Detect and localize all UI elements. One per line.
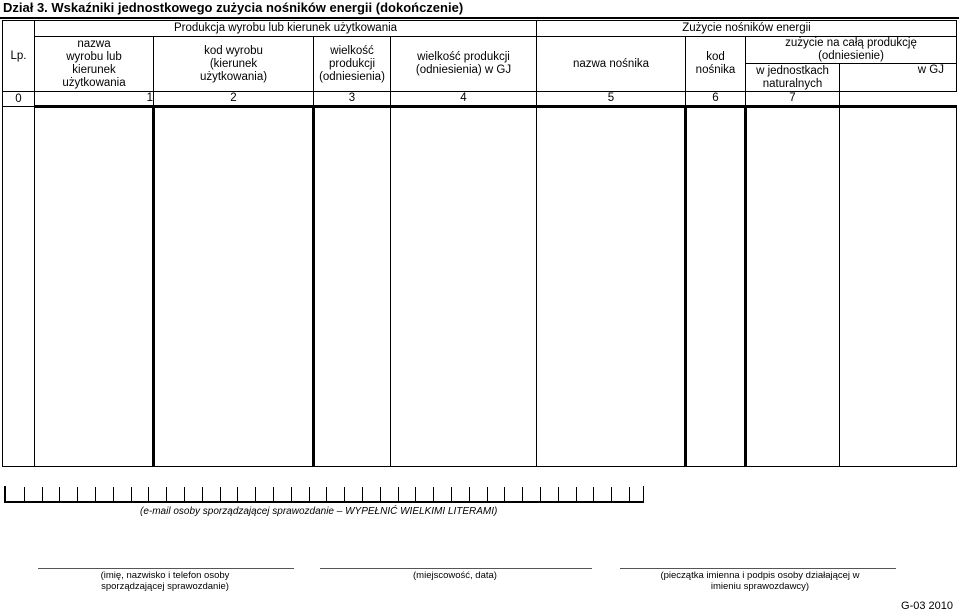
email-char-divider (611, 487, 612, 501)
header-production-size-gj: wielkość produkcji (odniesienia) w GJ (391, 37, 537, 92)
header-product-code: kod wyrobu (kierunek użytkowania) (154, 37, 314, 92)
input-cell-lp[interactable] (3, 107, 35, 467)
column-number: 1 (35, 92, 154, 107)
column-number: 4 (391, 92, 537, 107)
email-char-divider (362, 487, 363, 501)
header-production-size: wielkość produkcji (odniesienia) (314, 37, 391, 92)
header-group-energy: Zużycie nośników energii (537, 21, 957, 37)
input-cell-gj[interactable] (840, 107, 957, 467)
header-carrier-name: nazwa nośnika (537, 37, 686, 92)
column-number: 6 (686, 92, 746, 107)
input-cell-product-name[interactable] (35, 107, 154, 467)
email-char-divider (202, 487, 203, 501)
email-char-divider (166, 487, 167, 501)
email-char-divider (24, 487, 25, 501)
email-char-divider (576, 487, 577, 501)
signature-line-place-date (320, 568, 592, 569)
input-cell-carrier-code[interactable] (686, 107, 746, 467)
column-number: 3 (314, 92, 391, 107)
title-divider (0, 17, 959, 19)
email-char-divider (42, 487, 43, 501)
email-char-divider (451, 487, 452, 501)
email-char-divider (398, 487, 399, 501)
header-total-usage: zużycie na całą produkcję (odniesienie) (746, 37, 957, 64)
email-char-divider (469, 487, 470, 501)
email-char-divider (237, 487, 238, 501)
energy-usage-table (2, 20, 957, 467)
email-char-divider (504, 487, 505, 501)
input-cell-carrier-name[interactable] (537, 107, 686, 467)
email-char-divider (344, 487, 345, 501)
input-cell-production-size[interactable] (314, 107, 391, 467)
email-char-divider (326, 487, 327, 501)
header-carrier-code: kod nośnika (686, 37, 746, 92)
header-group-production: Produkcja wyrobu lub kierunek użytkowania (35, 21, 537, 37)
section-title: Dział 3. Wskaźniki jednostkowego zużycia nośników energii (dokończenie) (3, 0, 464, 15)
email-char-divider (220, 487, 221, 501)
input-cell-production-size-gj[interactable] (391, 107, 537, 467)
email-char-divider (148, 487, 149, 501)
email-char-divider (77, 487, 78, 501)
column-number: 5 (537, 92, 686, 107)
email-char-divider (487, 487, 488, 501)
email-char-divider (273, 487, 274, 501)
email-char-divider (415, 487, 416, 501)
email-caption: (e-mail osoby sporządzającej sprawozdanie – WYPEŁNIĆ WIELKIMI LITERAMI) (140, 506, 498, 517)
email-char-divider (255, 487, 256, 501)
email-char-divider (522, 487, 523, 501)
form-code: G-03 2010 (901, 600, 953, 612)
email-char-divider (540, 487, 541, 501)
email-char-divider (558, 487, 559, 501)
signature-label-place-date: (miejscowość, data) (413, 570, 497, 581)
email-char-divider (131, 487, 132, 501)
header-lp: Lp. (3, 21, 35, 92)
email-char-divider (291, 487, 292, 501)
column-number: 0 (3, 92, 35, 107)
email-char-divider (309, 487, 310, 501)
email-char-divider (593, 487, 594, 501)
input-cell-product-code[interactable] (154, 107, 314, 467)
email-char-divider (113, 487, 114, 501)
signature-label-preparer: (imię, nazwisko i telefon osoby sporządzającej sprawozdanie) (100, 570, 230, 592)
email-input[interactable] (4, 486, 644, 503)
email-char-divider (380, 487, 381, 501)
signature-label-stamp: (pieczątka imienna i podpis osoby działającej w imieniu sprawozdawcy) (660, 570, 860, 592)
column-number: 2 (154, 92, 314, 107)
signature-line-stamp (620, 568, 896, 569)
header-product-name: nazwa wyrobu lub kierunek użytkowania (35, 37, 154, 92)
header-natural-units: w jednostkach naturalnych (746, 64, 840, 92)
column-number: 7 (746, 92, 840, 107)
email-char-divider (433, 487, 434, 501)
signature-line-preparer (38, 568, 294, 569)
header-gj: w GJ (840, 64, 957, 92)
email-char-divider (59, 487, 60, 501)
email-char-divider (629, 487, 630, 501)
input-cell-natural-units[interactable] (746, 107, 840, 467)
email-char-divider (184, 487, 185, 501)
email-char-divider (95, 487, 96, 501)
